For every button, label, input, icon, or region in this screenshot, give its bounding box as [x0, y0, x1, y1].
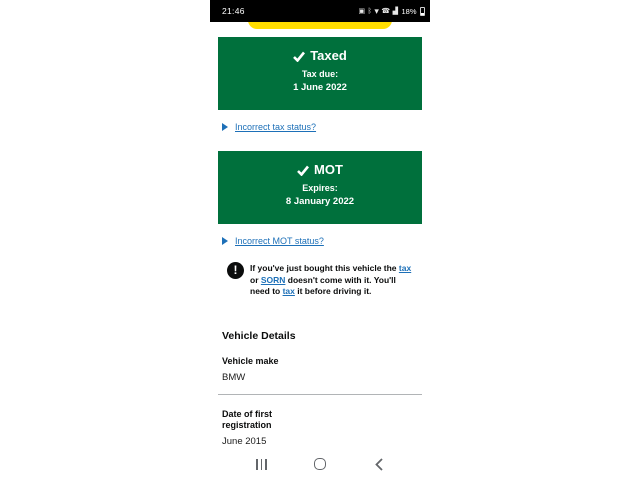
home-icon [314, 458, 326, 470]
warning-notice [227, 262, 420, 298]
tax-status-title: Taxed [310, 48, 347, 63]
sorn-link[interactable]: SORN [260, 274, 286, 285]
screenshot-icon: ▣ [358, 7, 366, 15]
android-nav-bar [210, 448, 430, 480]
incorrect-tax-status-details[interactable] [222, 122, 430, 132]
tax-status-card [218, 37, 422, 110]
disclosure-triangle-icon [222, 123, 228, 131]
vehicle-details-section [222, 330, 422, 459]
mot-expires-date: 8 January 2022 [285, 195, 355, 207]
mot-status-card [218, 151, 422, 224]
incorrect-mot-status-details[interactable] [222, 236, 430, 246]
vehicle-make-label: Vehicle make [222, 355, 279, 366]
wifi-icon: ▾ [374, 5, 379, 16]
warning-text-segment: or [250, 274, 261, 285]
disclosure-triangle-icon [222, 237, 228, 245]
first-registration-label: Date of first registration [222, 408, 273, 430]
tax-link[interactable]: tax [398, 263, 412, 273]
mot-status-title: MOT [314, 162, 343, 177]
clock: 21:46 [222, 6, 245, 16]
back-button[interactable] [371, 457, 386, 472]
recents-icon [256, 459, 267, 470]
exclamation-icon: ! [227, 262, 244, 279]
tax-due-date: 1 June 2022 [293, 81, 347, 93]
divider [218, 394, 422, 395]
status-icons [359, 7, 426, 16]
first-registration-value: June 2015 [222, 435, 267, 447]
vehicle-details-heading: Vehicle Details [222, 329, 296, 342]
mot-expires-label: Expires: [302, 183, 338, 193]
battery-percent: 18% [401, 6, 417, 16]
vehicle-make-value: BMW [222, 371, 246, 383]
warning-text-segment: doesn't come with it. You'll [285, 274, 396, 285]
incorrect-tax-status-link[interactable]: Incorrect tax status? [235, 122, 317, 132]
warning-text-segment: it before driving it. [294, 286, 372, 296]
tax-link[interactable]: tax [282, 286, 295, 296]
phone-screen [210, 0, 430, 480]
warning-text-segment: If you've just bought this vehicle the [250, 263, 399, 273]
recents-button[interactable] [254, 457, 269, 472]
call-icon: ☎ [381, 7, 391, 15]
back-chevron-icon [375, 458, 383, 471]
incorrect-mot-status-link[interactable]: Incorrect MOT status? [235, 236, 324, 246]
warning-text-segment: need to [250, 286, 283, 296]
tax-due-label: Tax due: [301, 69, 339, 79]
signal-icon: ▟ [392, 7, 398, 15]
warning-text [250, 262, 411, 298]
android-status-bar [210, 0, 430, 22]
check-icon [297, 165, 309, 176]
vehicle-make-row [222, 356, 422, 395]
home-button[interactable] [313, 457, 328, 472]
check-icon [293, 51, 305, 62]
battery-icon [420, 7, 425, 16]
bluetooth-icon: ᛒ [367, 7, 372, 15]
